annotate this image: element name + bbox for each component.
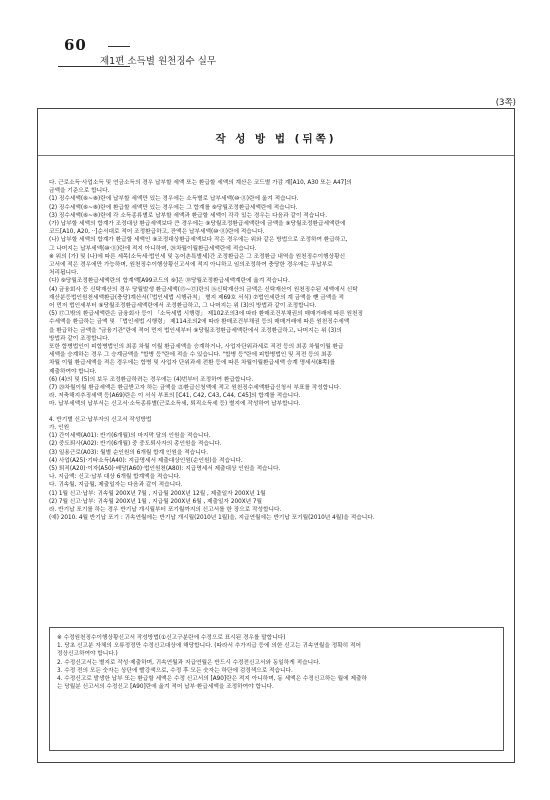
- instruction-line: (5) 퇴직(A20)·이자(A50)·배당(A60)·법인원천(A80): 지급명세서 제출대상 인원을 적습니다.: [49, 465, 281, 472]
- header-rule-short: [108, 46, 130, 47]
- instruction-line: 제출하여야 합니다.: [49, 368, 97, 375]
- instruction-line: 차월 이월 환급세액을 적은 경우에는 합병 및 사업자 단위과세 전환 등에 따른 차월이월환급세액 승계 명세서(8쪽)를: [49, 360, 336, 367]
- note-line: 정상신고하여야 합니다.): [57, 651, 118, 658]
- form-title: 작 성 방 법 (뒤쪽): [215, 133, 337, 145]
- instructions-body: [49, 179, 504, 522]
- instruction-line: 가. 인원: [49, 424, 70, 431]
- instruction-line: 을 환급하는 금액을 "금융기관"란에 적어 먼저 법인세부터 ⑨당월조정환급세액란에서 조정환급하고, 나머지는 위 (3)의: [49, 327, 342, 334]
- instruction-line: 고서에 적은 경우에만 가능하며, 원천징수이행상황신고서에 적지 아니하고 임의조정하여 충당한 경우에는 무납부로: [49, 262, 333, 269]
- instruction-line: (예) 2010. 4월 반기납 포기 : 귀속연월에는 반기납 개시월(2010년 1월)을, 지급연월에는 반기납 포기월(2010년 4월)을 적습니다.: [49, 515, 375, 522]
- instruction-line: 그 나머지는 납부세액(⑩·⑪)란에 적지 아니하며, ⑳차월이월환급세액란에 적습니다.: [49, 245, 257, 252]
- title-divider: [38, 155, 514, 156]
- instruction-line: (2) 중도퇴사(A02): 반기(6개월) 중 중도퇴사자의 총인원을 적습니다.: [49, 441, 222, 448]
- note-line: 1. 당초 신고분 자체의 오류정정만 수정신고대상에 해당합니다. (따라서 추가지급 등에 의한 신고는 귀속연월을 정확히 적어: [57, 643, 361, 650]
- instruction-line: 다. 근로소득·사업소득 및 연금소득의 경우 납부할 세액 또는 환급할 세액의 계산은 코드별 가감 계[A10, A30 또는 A47]의: [49, 180, 352, 186]
- instruction-line: 방법과 같이 조정합니다.: [49, 335, 110, 342]
- form-frame: [37, 108, 515, 763]
- instruction-line: (1) 징수세액(⑥~⑧)란에 납부할 세액만 있는 경우에는 소득별로 납부세액(⑩·⑪)란에 옮겨 적습니다.: [49, 196, 299, 203]
- instruction-line: (4) 사업(A25)·기타소득(A40): 지급명세서 제출대상인원(순인원)을 적습니다.: [49, 457, 243, 464]
- instruction-line: (가) 납부할 세액의 합계가 조정대상 환급세액보다 큰 경우에는 ⑨당월조정환급세액란에 금액을 ⑨당월조정환급세액란에: [49, 221, 346, 228]
- note-line: 2. 수정신고서는 별지로 작성·제출하며, 귀속연월과 지급연월은 반드시 수정전신고서와 동일하게 적습니다.: [57, 659, 321, 666]
- instruction-line: (2) 7월 신고·납부: 귀속월 200X년 1월 , 지급월 200X년 6월 , 제출일자 200X년 7월: [49, 498, 263, 505]
- form-page-label: (3쪽): [495, 98, 516, 108]
- instruction-line: (3) 일용근로(A03): 월별 순인원의 6개월 합계 인원을 적습니다.: [49, 449, 208, 456]
- instruction-line: (1) 간이세액(A01): 반기(6개월)의 마지막 달의 인원을 적습니다.: [49, 433, 211, 440]
- instruction-line: 수세액을 환급하는 금액 및 「법인세법 시행령」 제114조의2에 따라 환매조건부채권 등의 매매거래에 따른 원천징수세액: [49, 319, 350, 326]
- note-line: 4. 수정신고로 발생한 납부 또는 환급할 세액은 수정 신고서의 [A90]란은 적지 아니하며, 동 세액은 수정신고하는 월에 제출하: [57, 676, 367, 683]
- page-number: 60: [64, 36, 87, 54]
- instruction-line: (2) 징수세액(⑥~⑧)란에 환급할 세액만 있는 경우에는 그 합계를 ⑨당월조정환급세액란에 적습니다.: [49, 204, 298, 211]
- instruction-line: (나) 납부할 세액의 합계가 환급할 세액인 ⑨조정대상환급세액보다 작은 경우에는 위와 같은 방법으로 조정하여 환급하고,: [49, 237, 348, 244]
- section-heading: 4. 반기별 신고·납부자의 신고서 작성방법: [49, 416, 152, 423]
- instruction-line: 재산분등법인원천세액환급(충당)계산서(「법인세법 시행규칙」 별지 제69호 서식) ⑦법인세란의 계 금액을 뺀 금액을 적: [49, 294, 345, 301]
- instruction-line: 처리됩니다.: [49, 270, 79, 277]
- instruction-line: (5) ⑰그밖의 환급세액란은 금융회사 등이 「소득세법 시행령」 제102조의3에 따라 환매조건부채권의 매매거래에 따른 원천징: [49, 311, 364, 318]
- instruction-line: 라. 반기납 포기를 하는 경우 반기납 개시월부터 포기월까지의 신고서를 한 장으로 작성합니다.: [49, 506, 282, 513]
- instruction-line: (다) ⑨당월조정환급세액란의 합계액[A99코드의 ⑨]은 ⑱당월조정환급세액계란에 옮겨 적습니다.: [49, 278, 290, 285]
- instruction-line: 금액을 기준으로 합니다.: [49, 188, 110, 195]
- instruction-line: 나. 지급액: 신고·납부 대상 6개월 합계액을 적습니다.: [49, 474, 181, 481]
- instruction-line: 다. 귀속월, 지급월, 제출일자는 다음과 같이 적습니다.: [49, 482, 183, 489]
- instruction-line: (6) (4)의 및 (5)의 보두 조정환급하려는 경우에는 (4)번부터 조정하여 환급합니다.: [49, 376, 254, 383]
- instruction-line: 또한 합병법인이 피합병법인의 최종 차월 이월 환급세액을 승계하거나, 사업자단위과세로 직전 등의 최종 차월이월 환급: [49, 344, 344, 351]
- note-line: 3. 수정 전의 모든 숫자는 상단에 빨강색으로, 수정 후 모든 숫자는 하단에 검정색으로 적습니다.: [57, 667, 293, 674]
- instruction-line: (1) 1월 신고·납부: 귀속월 200X년 7월 , 지급월 200X년 12월 , 제출일자 200X년 1월: [49, 490, 266, 497]
- instruction-line: (7) ⑳차월이월 환급세액은 환급받고자 하는 금액을 ㉑환급신청액에 적고 원천징수세액환급신청서 부표를 작성합니다.: [49, 385, 342, 392]
- instruction-line: 코드[A10, A20, ··]순서대로 적어 조정환급하고, 잔액은 납부세액(⑩·⑪)란에 적습니다.: [49, 229, 265, 236]
- instruction-line: 어 먼저 법인세부터 ⑨당월조정환급세액란에서 조정환급하고, 그 나머지는 위 (3)의 방법과 같이 조정합니다.: [49, 303, 317, 310]
- note-line: 는 당월분 신고서의 수정신고 [A90]란에 옮겨 적어 납부·환급세액을 조정하여야 합니다.: [57, 684, 274, 691]
- running-title: 제1편 소득별 원천징수 실무: [100, 56, 217, 67]
- instruction-line: 세액을 승계하는 경우 그 승계금액을 "합병 등"란에 적을 수 있습니다. "합병 등"란에 피합병법인 및 직전 등의 최종: [49, 352, 332, 359]
- page-header: [30, 36, 530, 76]
- instruction-line: (4) 금융회사 등 신탁재산의 경우 당월발생 환급세액(⑮~⑰)란의 ⑯신탁재산의 금액은 신탁재산이 원천징수된 세액에서 신탁: [49, 286, 358, 293]
- instruction-line: ※ 위의 (가) 및 (나)에 따른 세목(소득세·법인세 및 농어촌특별세)간 조정환급은 그 조정환급 내역을 원천징수이행상황신: [49, 253, 346, 260]
- notes-heading: ※ 수정원천징수이행상황신고서 작성방법(①신고구분란에 수정으로 표시된 경우를 말합니다): [57, 635, 286, 641]
- instruction-line: 마. 납부세액의 납부서는 신고서·소득종류별(근로소득세, 퇴직소득세 등) 별지에 작성하여 납부합니다.: [49, 401, 301, 408]
- amendment-notes-box: [49, 627, 504, 751]
- instruction-line: 라. 저축해지추징세액 등(A69)란은 이 서식 부표의 [C41, C42, C43, C44, C45]의 합계를 적습니다.: [49, 393, 301, 400]
- instruction-line: (3) 징수세액(⑥~⑧)란에 각 소득종류별로 납부할 세액과 환급할 세액이 각각 있는 경우는 다음과 같이 적습니다.: [49, 212, 328, 219]
